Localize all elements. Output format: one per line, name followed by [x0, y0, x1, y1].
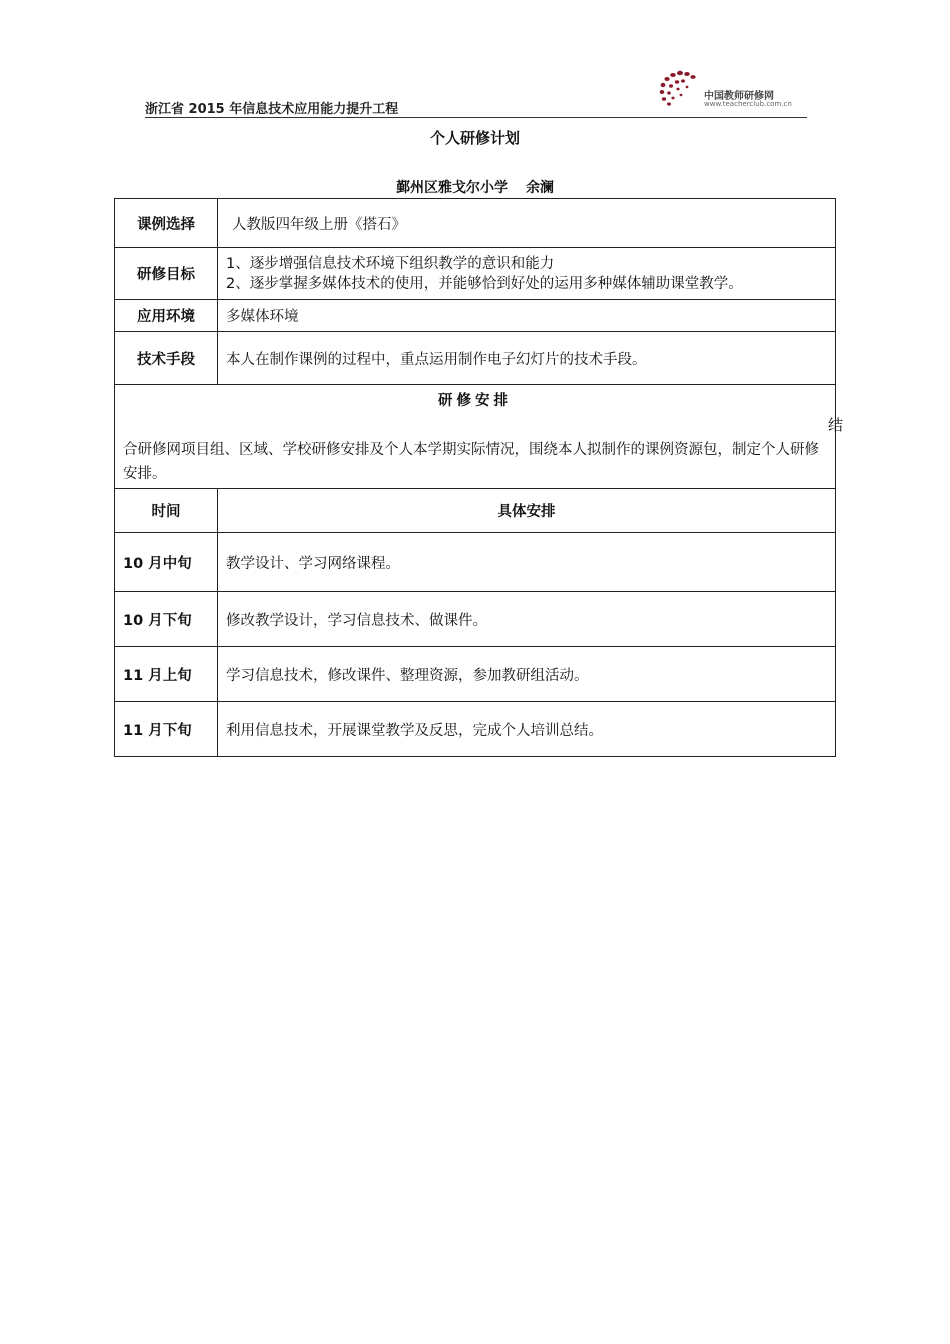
course-value: 人教版四年级上册《搭石》 [218, 199, 836, 248]
plan-table [114, 198, 836, 757]
schedule-time-header: 时间 [115, 489, 218, 533]
schedule-row [115, 592, 836, 647]
schedule-period: 10 月中旬 [115, 533, 218, 592]
logo-swirl-icon [656, 68, 704, 112]
logo-url: www.teacherclub.com.cn [704, 100, 792, 108]
plan-row-goal [115, 248, 836, 300]
technique-label: 技术手段 [115, 332, 218, 385]
plan-row-technique [115, 332, 836, 385]
header-project-title: 浙江省 2015 年信息技术应用能力提升工程 [145, 102, 399, 117]
document-author-line [0, 177, 950, 197]
author-name: 余澜 [526, 180, 554, 196]
schedule-detail-header: 具体安排 [218, 489, 836, 533]
schedule-row [115, 647, 836, 702]
arrangement-body: 合研修网项目组、区域、学校研修安排及个人本学期实际情况，围绕本人拟制作的课例资源包，制定个人研修安排。 [123, 442, 819, 482]
arrangement-title: 研修安排 [438, 393, 512, 409]
logo-name: 中国教师研修网 [704, 91, 774, 102]
schedule-period: 11 月上旬 [115, 647, 218, 702]
schedule-period: 11 月下旬 [115, 702, 218, 757]
goal-line-1: 1、逐步增强信息技术环境下组织教学的意识和能力 [226, 255, 555, 272]
goal-line-2: 2、逐步掌握多媒体技术的使用，并能够恰到好处的运用多种媒体辅助课堂教学。 [226, 275, 743, 292]
plan-row-environment [115, 300, 836, 332]
plan-row-arrangement [115, 385, 836, 489]
teacherclub-logo [656, 68, 816, 114]
schedule-detail: 修改教学设计，学习信息技术、做课件。 [218, 592, 836, 647]
environment-value: 多媒体环境 [218, 300, 836, 332]
schedule-detail: 教学设计、学习网络课程。 [218, 533, 836, 592]
schedule-detail: 学习信息技术，修改课件、整理资源，参加教研组活动。 [218, 647, 836, 702]
schedule-row [115, 533, 836, 592]
course-label: 课例选择 [115, 199, 218, 248]
schedule-header-row [115, 489, 836, 533]
document-title: 个人研修计划 [429, 129, 520, 147]
technique-value: 本人在制作课例的过程中，重点运用制作电子幻灯片的技术手段。 [218, 332, 836, 385]
schedule-row [115, 702, 836, 757]
overflow-character: 结 [828, 416, 844, 434]
schedule-period: 10 月下旬 [115, 592, 218, 647]
schedule-detail: 利用信息技术，开展课堂教学及反思，完成个人培训总结。 [218, 702, 836, 757]
author-school: 鄞州区雅戈尔小学 [396, 180, 508, 196]
plan-row-course [115, 199, 836, 248]
header-divider [145, 117, 807, 118]
environment-label: 应用环境 [115, 300, 218, 332]
goal-label: 研修目标 [115, 248, 218, 300]
